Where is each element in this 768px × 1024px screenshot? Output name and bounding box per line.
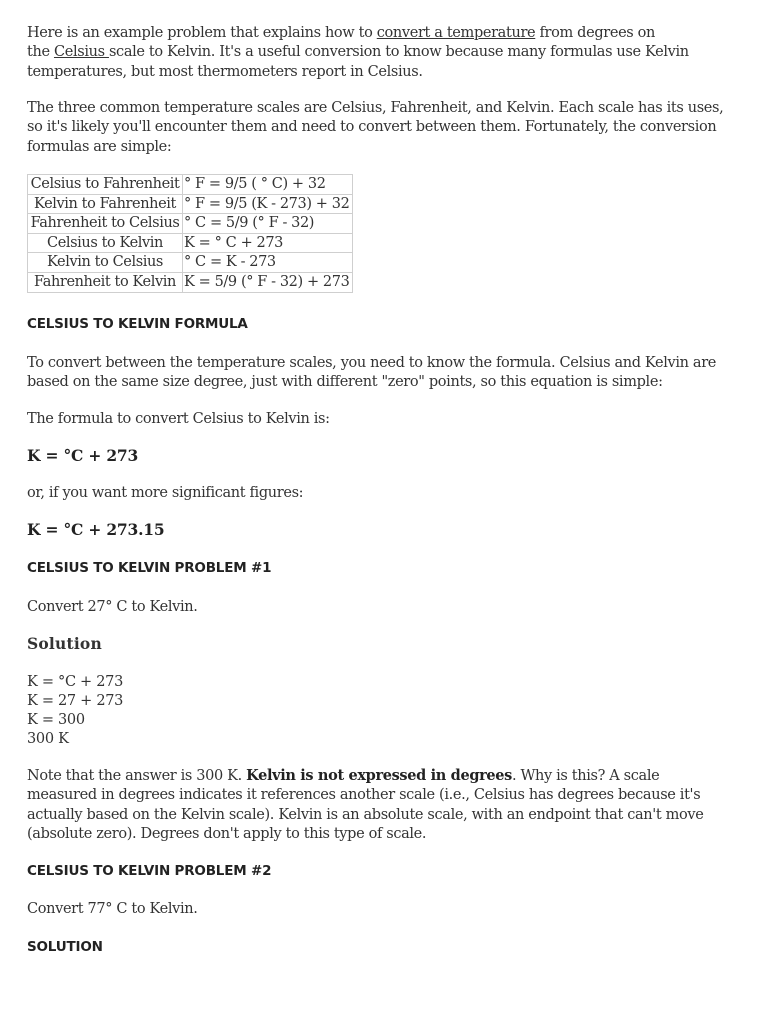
- kelvin-note-paragraph: [27, 766, 703, 844]
- solution-step: K = 300: [27, 712, 85, 728]
- table-cell-label: Kelvin to Fahrenheit: [28, 194, 183, 214]
- table-row: [28, 253, 353, 273]
- formula-intro-line: The formula to convert Celsius to Kelvin is:: [27, 411, 330, 427]
- solution-step: 300 K: [27, 731, 69, 747]
- intro-text-2: from degrees on: [535, 25, 656, 41]
- formula-precise: K = °C + 273.15: [27, 520, 165, 539]
- problem-2-question: Convert 77° C to Kelvin.: [27, 901, 198, 917]
- table-cell-formula: ° F = 9/5 (K - 273) + 32: [183, 194, 353, 214]
- convert-temperature-link[interactable]: convert a temperature: [376, 25, 536, 41]
- note-text: Note that the answer is 300 K.: [27, 768, 247, 784]
- table-cell-formula: ° C = 5/9 (° F - 32): [183, 214, 353, 234]
- note-text: . Why is this? A scale: [511, 768, 660, 784]
- intro-text-5: temperatures, but most thermometers report in Celsius.: [27, 63, 423, 80]
- note-line: (absolute zero). Degrees don't apply to this type of scale.: [27, 825, 427, 842]
- note-line: measured in degrees indicates it references another scale (i.e., Celsius has degrees because it's: [27, 787, 701, 804]
- table-cell-formula: ° C = K - 273: [183, 253, 353, 273]
- solution-heading: SOLUTION: [27, 939, 103, 955]
- intro-text-1: Here is an example problem that explains how to: [27, 25, 377, 41]
- solution-label: Solution: [27, 634, 102, 653]
- table-cell-label: Celsius to Kelvin: [28, 233, 183, 253]
- section-heading-formula: CELSIUS TO KELVIN FORMULA: [27, 316, 248, 332]
- table-cell-formula: ° F = 9/5 ( ° C) + 32: [183, 175, 353, 195]
- scales-paragraph: [27, 99, 723, 157]
- scales-line: so it's likely you'll encounter them and need to convert between them. Fortunately, the conversion: [27, 119, 717, 136]
- table-cell-label: Celsius to Fahrenheit: [28, 175, 183, 195]
- problem-1-question: Convert 27° C to Kelvin.: [27, 599, 198, 615]
- section-heading-problem-1: CELSIUS TO KELVIN PROBLEM #1: [27, 560, 272, 576]
- table-row: [28, 175, 353, 195]
- table-row: [28, 214, 353, 234]
- intro-paragraph: [27, 24, 689, 82]
- table-row: [28, 272, 353, 292]
- intro-text-3: the: [27, 44, 54, 61]
- sigfig-line: or, if you want more significant figures:: [27, 485, 304, 501]
- table-cell-formula: K = ° C + 273: [183, 233, 353, 253]
- scales-line: formulas are simple:: [27, 138, 172, 155]
- section-heading-problem-2: CELSIUS TO KELVIN PROBLEM #2: [27, 863, 272, 879]
- formula-main: K = °C + 273: [27, 446, 139, 465]
- celsius-link[interactable]: Celsius: [53, 44, 109, 61]
- table-cell-label: Fahrenheit to Celsius: [28, 214, 183, 234]
- table-cell-label: Fahrenheit to Kelvin: [28, 272, 183, 292]
- intro-text-4: scale to Kelvin. It's a useful conversion to know because many formulas use Kelvin: [108, 44, 689, 61]
- note-bold-text: Kelvin is not expressed in degrees: [246, 767, 512, 784]
- table-row: [28, 233, 353, 253]
- formula-explanation-line: To convert between the temperature scales, you need to know the formula. Celsius and Kelvin are: [27, 355, 717, 371]
- table-row: [28, 194, 353, 214]
- scales-line: The three common temperature scales are Celsius, Fahrenheit, and Kelvin. Each scale has its uses,: [27, 100, 724, 116]
- solution-step: K = 27 + 273: [27, 693, 124, 709]
- conversion-table: [27, 174, 353, 293]
- solution-steps: [27, 673, 123, 749]
- table-cell-formula: K = 5/9 (° F - 32) + 273: [183, 272, 353, 292]
- formula-explanation-line: based on the same size degree, just with different "zero" points, so this equation is simple:: [27, 374, 663, 391]
- formula-explanation-paragraph: [27, 354, 716, 393]
- table-cell-label: Kelvin to Celsius: [28, 253, 183, 273]
- solution-step: K = °C + 273: [27, 674, 123, 690]
- note-line: actually based on the Kelvin scale). Kelvin is an absolute scale, with an endpoint that can't move: [27, 806, 704, 823]
